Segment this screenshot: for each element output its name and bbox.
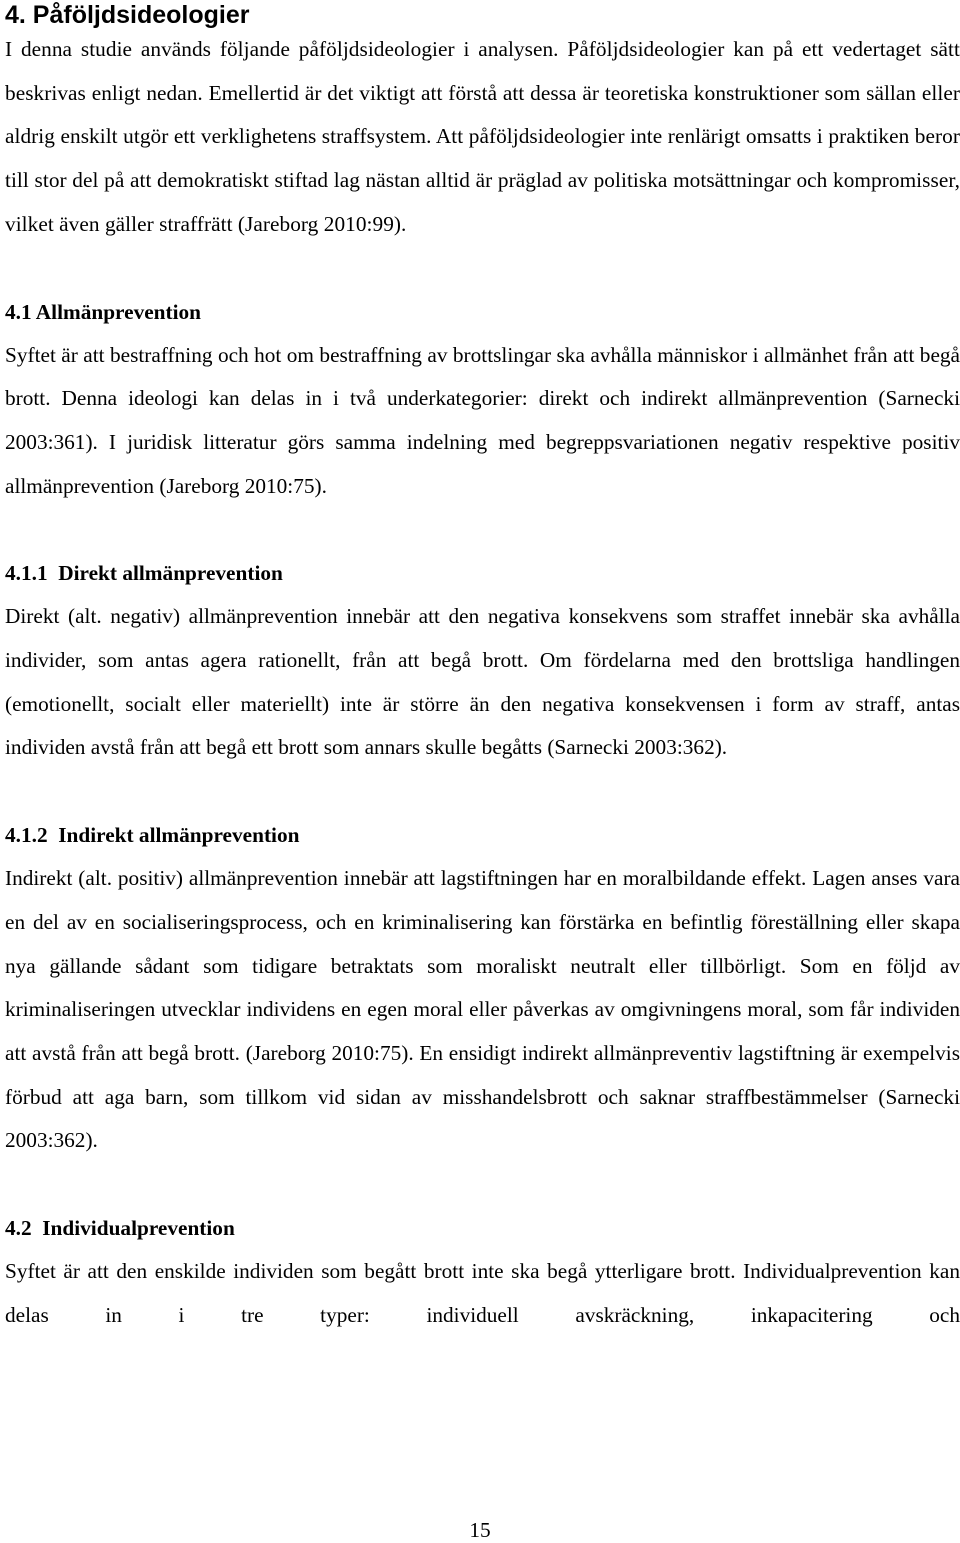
section-4-1-1-heading: 4.1.1 Direkt allmänprevention: [5, 561, 283, 586]
section-4-2-heading: 4.2 Individualprevention: [5, 1216, 235, 1241]
section-4-heading: 4. Påföljdsideologier: [5, 1, 250, 29]
paragraph-spacer: [5, 247, 960, 290]
section-4-1-1-paragraph: Direkt (alt. negativ) allmänprevention innebär att den negativa konsekvens som straffet innebär ska avhålla individer, som antas agera rationellt, från att begå brott. Om fördelarna med den brottsliga handlingen (emotionellt, socialt eller materiellt) inte är större än den negativa konsekvensen i form av straff, antas individen avstå från att begå ett brott som annars skulle begåtts (Sarnecki 2003:362).: [5, 604, 960, 760]
section-4-1-2-heading: 4.1.2 Indirekt allmänprevention: [5, 823, 300, 848]
section-4-1-paragraph: Syftet är att bestraffning och hot om bestraffning av brottslingar ska avhålla människor i allmänhet från att begå brott. Denna ideologi kan delas in i två underkategorier: direkt och indirekt allmänprevention (Sarnecki 2003:361). I juridisk litteratur görs samma indelning med begreppsvariationen negativ respektive positiv allmänprevention (Jareborg 2010:75).: [5, 342, 960, 498]
section-4-1-2-paragraph: Indirekt (alt. positiv) allmänprevention innebär att lagstiftningen har en moralbildande effekt. Lagen anses vara en del av en socialiseringsprocess, och en kriminalisering kan förstärka en befintlig föreställning eller skapa nya gällande sådant som tidigare betraktats som moraliskt neutralt eller tillbörligt. Som en följd av kriminaliseringen utvecklar individens en egen moral eller påverkas av omgivningens moral, som får individen att avstå från att begå brott. (Jareborg 2010:75). En ensidigt indirekt allmänpreventiv lagstiftning är exempelvis förbud att aga barn, som tillkom vid sidan av misshandelsbrott och saknar straffbestämmelser (Sarnecki 2003:362).: [5, 866, 960, 1153]
paragraph-spacer: [5, 770, 960, 813]
section-4-paragraph: I denna studie används följande påföljdsideologier i analysen. Påföljdsideologier kan på ett vedertaget sätt beskrivas enligt nedan. Emellertid är det viktigt att förstå att dessa är teoretiska konstruktioner som sällan eller aldrig enskilt utgör ett verklighetens straffsystem. Att påföljdsideologier inte renlärigt omsatts i praktiken beror till stor del på att demokratiskt stiftad lag nästan alltid är präglad av politiska motsättningar och kompromisser, vilket även gäller straffrätt (Jareborg 2010:99).: [5, 37, 960, 236]
paragraph-spacer: [5, 1163, 960, 1206]
section-4-2-paragraph: Syftet är att den enskilde individen som begått brott inte ska begå ytterligare brott. Individualprevention kan delas in i tre typer: individuell avskräckning, inkapacitering och: [5, 1259, 960, 1327]
page-number: 15: [469, 1518, 491, 1542]
section-4-1-heading: 4.1 Allmänprevention: [5, 299, 202, 324]
document-page: [5, 0, 960, 1337]
paragraph-spacer: [5, 508, 960, 551]
